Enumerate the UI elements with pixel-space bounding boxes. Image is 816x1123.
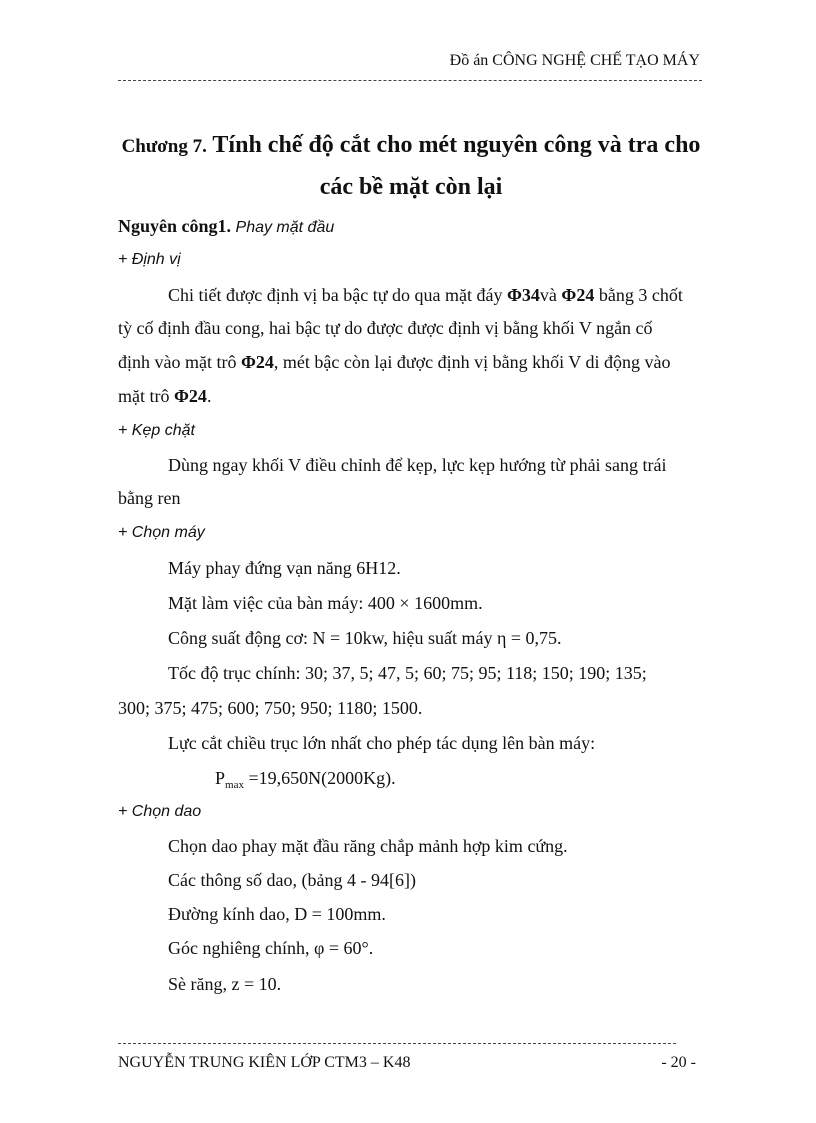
paragraph-line	[118, 350, 670, 374]
header-divider	[118, 80, 702, 81]
paragraph-line: Mặt làm việc của bàn máy: 400 × 1600mm.	[168, 593, 483, 613]
text-run: và	[539, 285, 562, 305]
paragraph-line: Góc nghiêng chính, φ = 60°.	[168, 938, 374, 958]
section-chon-dao: + Chọn dao	[118, 803, 202, 820]
section-kep-chat: + Kẹp chặt	[118, 422, 195, 439]
paragraph-line	[168, 283, 683, 307]
paragraph-line: Sè răng, z = 10.	[168, 974, 282, 994]
paragraph-line: Dùng ngay khối V điều chỉnh để kẹp, lực kẹp hướng từ phải sang trái	[168, 455, 667, 475]
subscript: max	[225, 779, 244, 791]
paragraph-line: Chọn dao phay mặt đầu răng chắp mảnh hợp kim cứng.	[168, 836, 568, 856]
text-run: định vào mặt trô	[118, 352, 241, 372]
text-run: mặt trô	[118, 386, 174, 406]
text-run: bằng 3 chốt	[594, 285, 683, 305]
paragraph-line: Các thông số dao, (bảng 4 - 94[6])	[168, 870, 416, 890]
text-run: .	[206, 386, 212, 406]
paragraph-line: Đường kính dao, D = 100mm.	[168, 904, 386, 924]
operation-name: Phay mặt đầu	[235, 219, 335, 236]
pmax-formula	[215, 766, 396, 790]
running-header: Đồ án CÔNG NGHỆ CHẾ TẠO MÁY	[449, 52, 700, 69]
diameter-value: Φ34	[506, 285, 540, 305]
chapter-title	[31, 130, 791, 162]
section-dinh-vi: + Định vị	[118, 251, 181, 268]
paragraph-line: Máy phay đứng vạn năng 6H12.	[168, 558, 401, 578]
section-chon-may: + Chọn máy	[118, 524, 205, 541]
operation-label: Nguyên công1.	[118, 216, 232, 236]
paragraph-line: 300; 375; 475; 600; 750; 950; 1180; 1500.	[118, 698, 423, 718]
footer-author: NGUYỄN TRUNG KIÊN LỚP CTM3 – K48	[118, 1054, 411, 1071]
paragraph-line	[118, 384, 211, 408]
diameter-value: Φ24	[174, 386, 207, 406]
paragraph-line: tỳ cố định đầu cong, hai bậc tự do được được định vị bằng khối V ngắn cố	[118, 318, 653, 338]
chapter-label: Chương 7.	[121, 136, 207, 157]
text-run: , mét bậc còn lại được định vị bằng khối V di động vào	[273, 352, 671, 372]
text-run: P	[215, 768, 226, 788]
paragraph-line: Lực cắt chiều trục lớn nhất cho phép tác dụng lên bàn máy:	[168, 733, 596, 753]
text-run: Chi tiết được định vị ba bậc tự do qua mặt đáy	[168, 285, 507, 305]
text-run: =19,650N(2000Kg).	[243, 768, 396, 788]
diameter-value: Φ24	[240, 352, 274, 372]
diameter-value: Φ24	[561, 285, 595, 305]
page-number: - 20 -	[661, 1054, 696, 1071]
paragraph-line: Tốc độ trục chính: 30; 37, 5; 47, 5; 60; 75; 95; 118; 150; 190; 135;	[168, 663, 647, 683]
footer-divider	[118, 1043, 676, 1044]
paragraph-line: Công suất động cơ: N = 10kw, hiệu suất máy η = 0,75.	[168, 628, 562, 648]
operation-heading	[118, 214, 334, 240]
chapter-title-line2: các bề mặt còn lại	[319, 174, 503, 200]
paragraph-line: bằng ren	[118, 488, 181, 508]
chapter-title-line1: Tính chế độ cắt cho mét nguyên công và tra cho	[212, 132, 701, 158]
